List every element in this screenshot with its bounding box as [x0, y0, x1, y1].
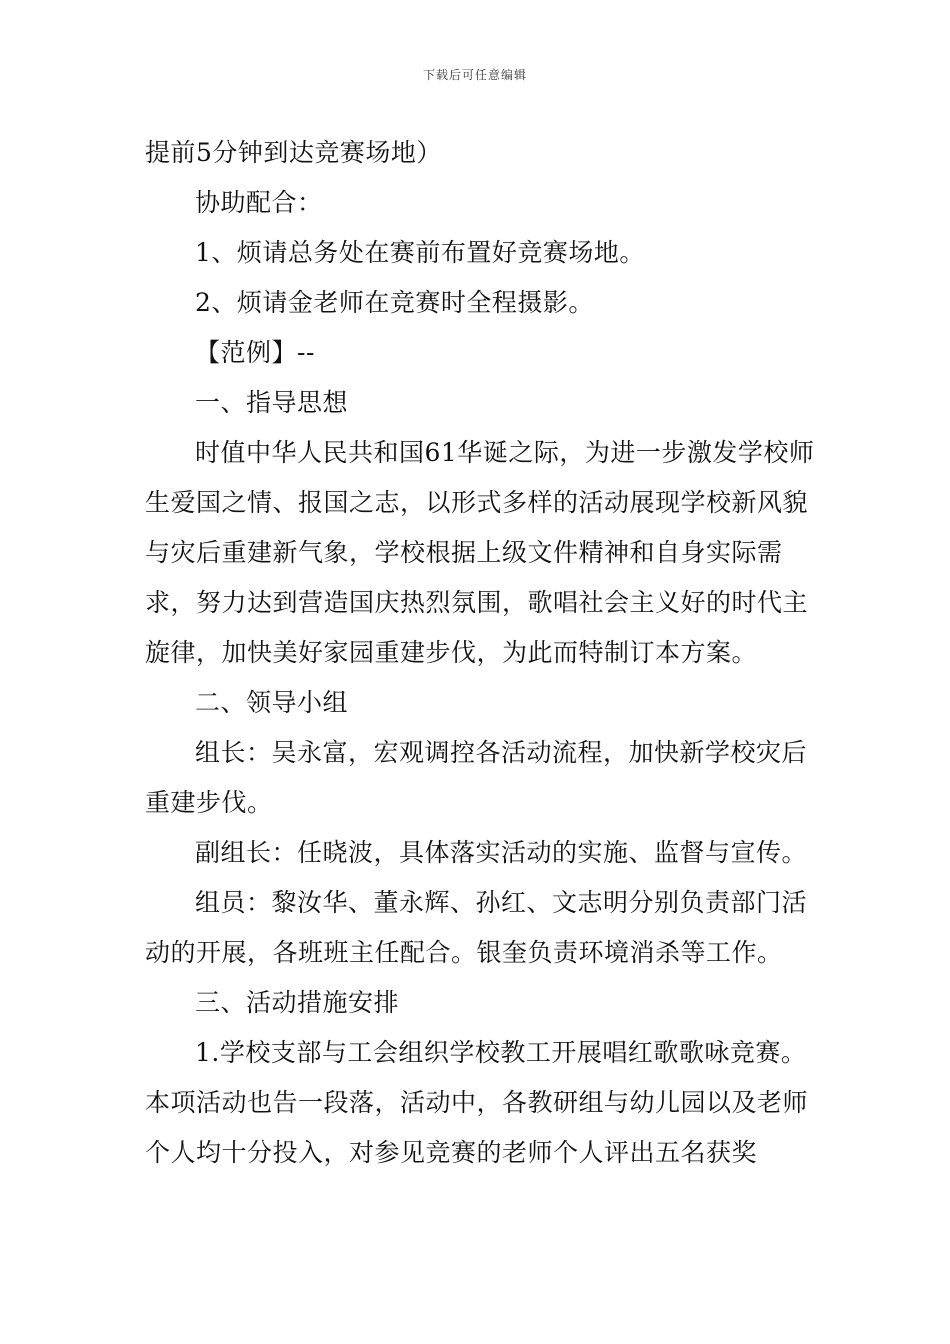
paragraph-members: 组员：黎汝华、董永辉、孙红、文志明分别负责部门活动的开展，各班班主任配合。银奎负责环境消杀等工作。 — [145, 888, 808, 967]
paragraph-continuation: 提前5分钟到达竞赛场地） — [145, 138, 442, 167]
paragraph-assist-item-1: 1、烦请总务处在赛前布置好竞赛场地。 — [195, 238, 645, 267]
page-header-note: 下载后可任意编辑 — [422, 68, 527, 82]
section-heading-activities: 三、活动措施安排 — [195, 988, 400, 1017]
section-heading-guiding-idea: 一、指导思想 — [195, 388, 349, 417]
paragraph-leader: 组长：吴永富，宏观调控各活动流程，加快新学校灾后重建步伐。 — [145, 738, 808, 817]
paragraph-activity-1: 1.学校支部与工会组织学校教工开展唱红歌歌咏竞赛。本项活动也告一段落，活动中，各教研组与幼儿园以及老师个人均十分投入，对参见竞赛的老师个人评出五名获奖 — [145, 1038, 809, 1167]
document-body — [145, 128, 825, 1178]
paragraph-example-marker: 【范例】-- — [195, 338, 315, 367]
paragraph-deputy-leader: 副组长：任晓波，具体落实活动的实施、监督与宣传。 — [195, 838, 808, 867]
paragraph-assist-heading: 协助配合： — [195, 188, 323, 217]
paragraph-guiding-idea: 时值中华人民共和国61华诞之际，为进一步激发学校师生爱国之情、报国之志，以形式多样的活动展现学校新风貌与灾后重建新气象，学校根据上级文件精神和自身实际需求，努力达到营造国庆热烈氛围，歌唱社会主义好的时代主旋律，加快美好家园重建步伐，为此而特制订本方案。 — [145, 438, 815, 667]
paragraph-assist-item-2: 2、烦请金老师在竞赛时全程摄影。 — [195, 288, 594, 317]
section-heading-leadership: 二、领导小组 — [195, 688, 349, 717]
